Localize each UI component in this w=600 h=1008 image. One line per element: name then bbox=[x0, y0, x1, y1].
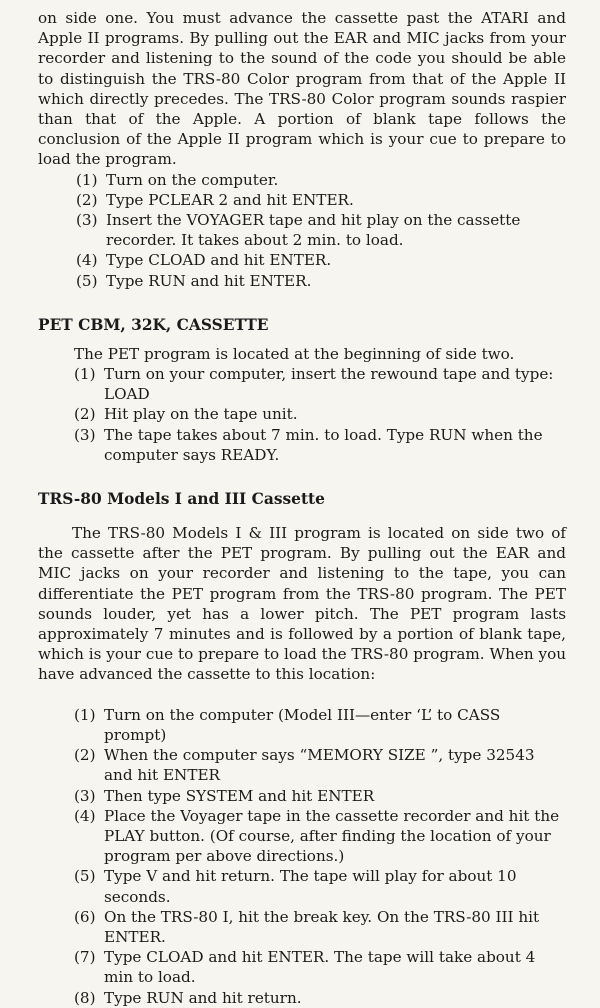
trs-section-heading: TRS-80 Models I and III Cassette bbox=[38, 490, 325, 509]
list-item bbox=[76, 250, 566, 270]
step-text: On the TRS-80 I, hit the break key. On the TRS-80 III hit ENTER. bbox=[104, 907, 540, 946]
step-number: (4) bbox=[74, 806, 96, 825]
step-number: (2) bbox=[74, 746, 96, 765]
list-item bbox=[74, 425, 566, 465]
step-text: Type PCLEAR 2 and hit ENTER. bbox=[106, 190, 354, 209]
list-item bbox=[76, 170, 566, 190]
intro-paragraph: on side one. You must advance the cassette past the ATARI and Apple II programs. By pulling out the EAR and MIC jacks from your recorder and listening to the sound of the code you should be able to distinguish the TRS-80 Color program from that of the Apple II which directly precedes. The TRS-80 Color program sounds raspier than that of the Apple. A portion of blank tape follows the conclusion of the Apple II program which is your cue to prepare to load the program. bbox=[38, 9, 566, 169]
step-number: (3) bbox=[74, 425, 96, 444]
step-text: Place the Voyager tape in the cassette recorder and hit the PLAY button. (Of course, after finding the location of your program per above directions.) bbox=[104, 806, 560, 866]
list-item bbox=[76, 271, 566, 291]
list-item bbox=[74, 947, 566, 987]
pet-section-heading: PET CBM, 32K, CASSETTE bbox=[38, 315, 269, 334]
step-text: Hit play on the tape unit. bbox=[104, 405, 298, 424]
step-number: (6) bbox=[74, 907, 96, 926]
step-number: (1) bbox=[74, 705, 96, 724]
step-number: (7) bbox=[74, 948, 96, 967]
step-text: Insert the VOYAGER tape and hit play on the cassette recorder. It takes about 2 min. to load. bbox=[106, 211, 521, 250]
step-text: When the computer says “MEMORY SIZE ”, type 32543 and hit ENTER bbox=[104, 746, 535, 785]
step-number: (8) bbox=[74, 988, 96, 1007]
list-item bbox=[74, 806, 566, 867]
list-item bbox=[74, 786, 566, 806]
list-item bbox=[76, 190, 566, 210]
color-steps-list bbox=[38, 170, 566, 291]
step-number: (2) bbox=[76, 190, 98, 209]
list-item bbox=[74, 866, 566, 906]
step-number: (1) bbox=[76, 170, 98, 189]
step-number: (5) bbox=[74, 867, 96, 886]
step-text: Type V and hit return. The tape will play for about 10 seconds. bbox=[104, 867, 517, 906]
step-text: Turn on the computer. bbox=[106, 170, 279, 189]
step-text: Turn on your computer, insert the rewound tape and type: LOAD bbox=[104, 365, 554, 404]
step-text: The tape takes about 7 min. to load. Type RUN when the computer says READY. bbox=[104, 425, 543, 464]
list-item bbox=[74, 907, 566, 947]
trs-steps-list bbox=[38, 705, 566, 1008]
spacer bbox=[38, 685, 566, 705]
step-number: (3) bbox=[74, 786, 96, 805]
list-item bbox=[74, 705, 566, 745]
step-text: Turn on the computer (Model III—enter ‘L’ to CASS prompt) bbox=[104, 705, 501, 744]
pet-steps-list bbox=[38, 364, 566, 465]
trs-paragraph: The TRS-80 Models I & III program is located on side two of the cassette after the PET program. By pulling out the EAR and MIC jacks on your recorder and listening to the tape, you can differentiate the PET program from the TRS-80 program. The PET sounds louder, yet has a lower pitch. The PET program lasts approximately 7 minutes and is followed by a portion of blank tape, which is your cue to prepare to load the TRS-80 program. When you have advanced the cassette to this location: bbox=[38, 524, 566, 684]
list-item bbox=[74, 988, 566, 1008]
step-text: Type CLOAD and hit ENTER. bbox=[106, 251, 332, 270]
step-number: (2) bbox=[74, 405, 96, 424]
list-item bbox=[74, 404, 566, 424]
step-number: (5) bbox=[76, 271, 98, 290]
step-number: (4) bbox=[76, 251, 98, 270]
pet-intro: The PET program is located at the beginning of side two. bbox=[74, 344, 515, 363]
step-number: (3) bbox=[76, 211, 98, 230]
list-item bbox=[74, 364, 566, 404]
list-item bbox=[74, 745, 566, 785]
list-item bbox=[76, 210, 566, 250]
step-text: Then type SYSTEM and hit ENTER bbox=[104, 786, 375, 805]
step-text: Type RUN and hit return. bbox=[104, 988, 302, 1007]
step-number: (1) bbox=[74, 365, 96, 384]
step-text: Type RUN and hit ENTER. bbox=[106, 271, 312, 290]
step-text: Type CLOAD and hit ENTER. The tape will take about 4 min to load. bbox=[104, 948, 536, 987]
